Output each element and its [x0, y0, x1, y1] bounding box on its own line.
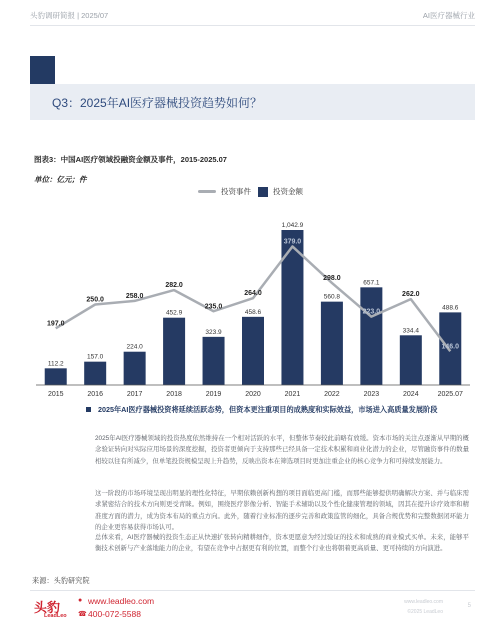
- figure-title: 图表3：中国AI医疗领域投融资金额及事件，2015-2025.07: [34, 155, 227, 164]
- bar-value-label: 488.6: [442, 304, 459, 312]
- legend-events-label: 投资事件: [221, 187, 251, 196]
- event-value-label: 264.0: [244, 290, 262, 298]
- legend-line-swatch: [198, 190, 216, 193]
- paragraph-3: 总体来看，AI医疗器械的投资生态正从快速扩张转向精耕细作，资本更愿意为经过验证的技术和成熟的商业模式买单。未来，能够平衡技术创新与产业落地能力的企业，有望在竞争中占据更有利的位置，而整个行业也将朝着更高质量、更可持续的方向演进。: [95, 534, 469, 553]
- footer-phone: 400-072-5588: [88, 609, 141, 619]
- bar-value-label: 112.2: [47, 360, 64, 368]
- axis-group: [36, 385, 470, 398]
- event-value-label: 282.0: [165, 282, 183, 290]
- x-tick-label: 2021: [284, 391, 301, 398]
- event-value-label: 197.0: [46, 320, 65, 328]
- x-tick-label: 2016: [87, 391, 103, 398]
- event-value-label: 223.0: [362, 308, 381, 316]
- event-value-label: 146.0: [441, 343, 460, 351]
- bar-value-label: 1,042.9: [281, 222, 304, 229]
- x-tick-label: 2024: [403, 391, 419, 398]
- event-value-label: 379.0: [283, 238, 302, 246]
- summary-text: 2025年AI医疗器械投资将延续活跃态势，但资本更注重项目的成熟度和实际效益，市场进入高质量发展阶段: [98, 405, 438, 414]
- legend-bar-swatch: [258, 187, 268, 197]
- x-tick-label: 2015: [47, 391, 64, 398]
- event-value-label: 258.0: [125, 292, 144, 300]
- paragraph-1: 2025年AI医疗器械领域的投资热度依然维持在一个相对活跃的水平，但整体节奏较此前略有放缓。资本市场的关注点逐渐从早期的概念验证转向对实际应用场景的深度挖掘，投资者更倾向于支持那些已经具备一定技术积累和商业化潜力的企业，尽管融资事件的数量相较以往有所减少，但单笔投资规模呈现上升趋势，反映出资本在筛选项目时更加注重企业的核心竞争力和可持续发展能力。: [95, 435, 469, 465]
- bar-2024: [400, 335, 422, 385]
- legend-events: [198, 186, 251, 197]
- x-tick-label: 2018: [166, 391, 182, 398]
- phone-icon: ☎: [78, 611, 87, 618]
- bar-value-label: 323.9: [205, 328, 222, 336]
- bar-value-label: 657.1: [363, 279, 380, 287]
- bar-2023: [360, 287, 382, 385]
- x-tick-label: 2017: [126, 391, 143, 398]
- globe-icon: ●: [78, 597, 83, 604]
- bar-2016: [84, 362, 106, 385]
- header-divider: [30, 25, 475, 26]
- x-tick-label: 2020: [245, 391, 261, 398]
- bar-2017: [124, 352, 146, 385]
- source-note: 来源：头豹研究院: [32, 576, 90, 585]
- footer-website-link[interactable]: www.leadleo.com: [88, 596, 155, 606]
- x-tick-label: 2025.07: [437, 391, 463, 398]
- bar-2022: [321, 302, 343, 385]
- summary-bullet-icon: [86, 407, 91, 412]
- bar-2019: [203, 337, 225, 385]
- footer-copyright: ©2025 LeadLeo: [407, 609, 443, 615]
- bar-2015: [45, 368, 67, 385]
- x-tick-label: 2019: [205, 391, 222, 398]
- chart-svg: [0, 210, 503, 400]
- bar-2020: [242, 317, 264, 385]
- bar-value-label: 157.0: [87, 353, 104, 361]
- title-accent-block: [30, 56, 55, 84]
- event-value-label: 235.0: [204, 303, 223, 311]
- bar-value-label: 452.9: [165, 309, 183, 317]
- bar-value-label: 334.4: [402, 327, 419, 335]
- bar-value-label: 458.6: [244, 308, 262, 316]
- bar-value-label: 224.0: [126, 343, 143, 351]
- logo-chinese: 头豹: [34, 600, 61, 615]
- bar-2018: [163, 318, 185, 385]
- x-tick-label: 2022: [324, 391, 340, 398]
- event-value-label: 262.0: [402, 291, 420, 299]
- x-tick-label: 2023: [363, 391, 380, 398]
- logo-english: LeadLeo: [44, 613, 67, 619]
- event-value-label: 250.0: [86, 296, 104, 304]
- bar-group: [45, 230, 462, 385]
- footer-right-website: www.leadleo.com: [404, 599, 443, 605]
- footer-divider: [30, 590, 475, 591]
- page-number: 5: [467, 603, 471, 609]
- bar-value-label: 560.8: [323, 293, 341, 301]
- figure-unit: 单位：亿元；件: [34, 175, 87, 184]
- header-left-text: 头豹调研简报 | 2025/07: [30, 11, 109, 20]
- legend-amount-label: 投资金额: [273, 187, 303, 196]
- question-title: Q3：2025年AI医疗器械投资趋势如何？: [52, 96, 263, 110]
- header-right-text: AI医疗器械行业: [422, 11, 475, 20]
- legend-amount: [258, 186, 303, 197]
- paragraph-2: 这一阶段的市场环境呈现出明显的理性化特征，早期依赖创新构想的项目面临更高门槛，而那些能够提供明确解决方案、并与临床需求紧密结合的技术方向则更受青睐。例如，围绕医疗影像分析、智能手术辅助以及个性化健康管理的领域，因其在提升诊疗效率和精准度方面的潜力，成为资本布局的重点方向。此外，随着行业标准的逐步完善和政策监管的细化，具备合规优势和完整数据闭环能力的企业更容易获得市场认可。: [95, 490, 469, 532]
- event-value-label: 298.0: [323, 274, 341, 282]
